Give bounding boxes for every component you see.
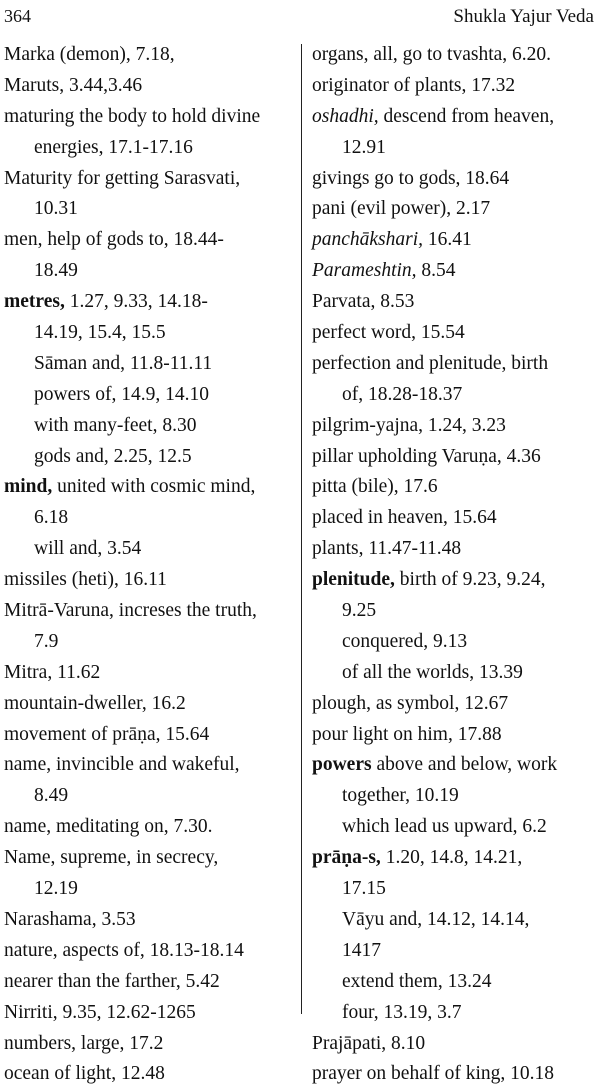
index-entry-line <box>312 411 600 442</box>
index-entry-line <box>4 750 292 781</box>
entry-text: 16.41 <box>423 229 472 251</box>
index-entry-line <box>312 936 600 967</box>
entry-text: Name, supreme, in secrecy, <box>4 847 219 869</box>
index-entry-line <box>4 349 292 380</box>
entry-text: Maruts, 3.44,3.46 <box>4 74 143 96</box>
index-entry-line <box>312 442 600 473</box>
entry-text: Marka (demon), 7.18, <box>4 44 175 65</box>
index-entry-line <box>4 164 292 195</box>
entry-text: plants, 11.47-11.48 <box>312 538 462 560</box>
entry-text: Narashama, 3.53 <box>4 908 136 930</box>
entry-text: movement of prāṇa, 15.64 <box>4 723 210 745</box>
entry-term-italic: oshadhi, <box>312 105 379 127</box>
index-entry-line <box>312 472 600 503</box>
index-entry-line <box>4 905 292 936</box>
column-divider <box>301 44 302 1014</box>
index-entry-line <box>4 1059 292 1090</box>
index-entry-line <box>312 658 600 689</box>
entry-text: missiles (heti), 16.11 <box>4 569 167 591</box>
entry-text: 1.27, 9.33, 14.18- <box>64 291 208 313</box>
entry-text: conquered, 9.13 <box>342 630 468 652</box>
index-entry-line <box>4 472 292 503</box>
entry-text: of, 18.28-18.37 <box>342 383 463 405</box>
entry-text: 7.9 <box>34 630 59 652</box>
index-entry-line <box>4 194 292 225</box>
entry-text: maturing the body to hold divine <box>4 105 261 127</box>
entry-text: Sāman and, 11.8-11.11 <box>34 352 213 374</box>
entry-text: originator of plants, 17.32 <box>312 74 516 96</box>
index-entry-line <box>4 287 292 318</box>
index-column-right <box>312 40 600 1090</box>
index-entry-line <box>4 998 292 1029</box>
index-entry-line <box>312 689 600 720</box>
entry-text: powers of, 14.9, 14.10 <box>34 383 209 405</box>
index-entry-line <box>4 534 292 565</box>
index-entry-line <box>312 1029 600 1060</box>
entry-text: 6.18 <box>34 507 69 529</box>
entry-text: above and below, work <box>371 754 558 776</box>
entry-text: prayer on behalf of king, 10.18 <box>312 1063 555 1085</box>
entry-text: energies, 17.1-17.16 <box>34 136 193 158</box>
index-entry-line <box>312 781 600 812</box>
index-entry-line <box>4 843 292 874</box>
index-entry-line <box>4 781 292 812</box>
index-entry-line <box>312 596 600 627</box>
index-entry-line <box>4 1029 292 1060</box>
entry-text: name, meditating on, 7.30. <box>4 816 213 838</box>
index-column-left <box>4 40 292 1090</box>
entry-heading: metres, <box>4 291 65 313</box>
entry-text: with many-feet, 8.30 <box>34 414 197 436</box>
entry-text: 8.49 <box>34 785 69 807</box>
entry-text: nature, aspects of, 18.13-18.14 <box>4 939 244 961</box>
index-entry-line <box>312 627 600 658</box>
index-entry-line <box>312 905 600 936</box>
entry-text: numbers, large, 17.2 <box>4 1032 164 1054</box>
index-entry-line <box>312 843 600 874</box>
entry-text: 1.20, 14.8, 14.21, <box>380 847 523 869</box>
index-entry-line <box>4 596 292 627</box>
index-entry-line <box>4 565 292 596</box>
index-entry-line <box>4 874 292 905</box>
index-entry-line <box>4 627 292 658</box>
index-entry-line <box>312 71 600 102</box>
entry-text: men, help of gods to, 18.44- <box>4 229 224 251</box>
entry-text: placed in heaven, 15.64 <box>312 507 497 529</box>
index-entry-line <box>4 40 292 71</box>
entry-text: givings go to gods, 18.64 <box>312 167 510 189</box>
entry-text: of all the worlds, 13.39 <box>342 661 523 683</box>
entry-text: descend from heaven, <box>378 105 555 127</box>
entry-text: Nirriti, 9.35, 12.62-1265 <box>4 1001 196 1023</box>
entry-text: 17.15 <box>342 878 386 900</box>
index-entry-line <box>4 133 292 164</box>
entry-text: name, invincible and wakeful, <box>4 754 240 776</box>
index-entry-line <box>312 812 600 843</box>
entry-text: pour light on him, 17.88 <box>312 723 502 745</box>
index-entry-line <box>312 40 600 71</box>
entry-text: which lead us upward, 6.2 <box>342 816 547 838</box>
index-entry-line <box>312 287 600 318</box>
entry-text: Maturity for getting Sarasvati, <box>4 167 241 189</box>
entry-text: ocean of light, 12.48 <box>4 1063 165 1085</box>
entry-text: four, 13.19, 3.7 <box>342 1001 462 1023</box>
index-entry-line <box>4 658 292 689</box>
entry-text: united with cosmic mind, <box>52 476 256 498</box>
index-entry-line <box>312 565 600 596</box>
entry-heading: plenitude, <box>312 569 395 591</box>
index-entry-line <box>312 750 600 781</box>
entry-text: 8.54 <box>416 260 456 282</box>
entry-text: pitta (bile), 17.6 <box>312 476 438 498</box>
index-entry-line <box>4 102 292 133</box>
entry-text: will and, 3.54 <box>34 538 142 560</box>
entry-text: plough, as symbol, 12.67 <box>312 692 509 714</box>
index-entry-line <box>312 720 600 751</box>
index-entry-line <box>312 967 600 998</box>
entry-text: Mitrā-Varuna, increses the truth, <box>4 600 257 622</box>
index-entry-line <box>312 102 600 133</box>
entry-text: Prajāpati, 8.10 <box>312 1032 426 1054</box>
index-entry-line <box>4 812 292 843</box>
entry-text: together, 10.19 <box>342 785 459 807</box>
entry-text: 12.91 <box>342 136 386 158</box>
page-header <box>0 0 600 36</box>
entry-heading: mind, <box>4 476 53 498</box>
index-entry-line <box>312 380 600 411</box>
running-title: Shukla Yajur Veda <box>453 6 594 27</box>
index-entry-line <box>312 998 600 1029</box>
index-entry-line <box>4 318 292 349</box>
entry-text: pilgrim-yajna, 1.24, 3.23 <box>312 414 506 436</box>
entry-text: 10.31 <box>34 198 78 220</box>
index-entry-line <box>312 164 600 195</box>
index-entry-line <box>4 225 292 256</box>
index-entry-line <box>4 503 292 534</box>
entry-text: 14.19, 15.4, 15.5 <box>34 322 166 344</box>
entry-text: Vāyu and, 14.12, 14.14, <box>342 908 530 930</box>
index-entry-line <box>312 318 600 349</box>
page-number: 364 <box>4 6 31 26</box>
entry-heading: prāṇa-s, <box>312 847 381 869</box>
index-entry-line <box>312 874 600 905</box>
entry-term-italic: Parameshtin, <box>312 260 417 282</box>
index-entry-line <box>312 349 600 380</box>
entry-text: Mitra, 11.62 <box>4 661 101 683</box>
entry-text: 9.25 <box>342 600 377 622</box>
entry-text: organs, all, go to tvashta, 6.20. <box>312 44 552 65</box>
entry-text: mountain-dweller, 16.2 <box>4 692 186 714</box>
index-entry-line <box>312 225 600 256</box>
index-entry-line <box>4 936 292 967</box>
index-entry-line <box>4 442 292 473</box>
index-entry-line <box>4 689 292 720</box>
entry-text: perfection and plenitude, birth <box>312 352 549 374</box>
entry-text: pani (evil power), 2.17 <box>312 198 491 220</box>
index-entry-line <box>312 133 600 164</box>
index-entry-line <box>312 256 600 287</box>
entry-heading: powers <box>312 754 372 776</box>
index-entry-line <box>4 380 292 411</box>
index-entry-line <box>4 71 292 102</box>
index-entry-line <box>4 256 292 287</box>
index-entry-line <box>4 967 292 998</box>
index-entry-line <box>4 720 292 751</box>
index-entry-line <box>312 534 600 565</box>
index-entry-line <box>4 411 292 442</box>
entry-text: perfect word, 15.54 <box>312 322 465 344</box>
index-entry-line <box>312 503 600 534</box>
entry-text: pillar upholding Varuṇa, 4.36 <box>312 445 541 467</box>
entry-term-italic: panchākshari, <box>312 229 424 251</box>
entry-text: nearer than the farther, 5.42 <box>4 970 220 992</box>
entry-text: birth of 9.23, 9.24, <box>394 569 546 591</box>
entry-text: Parvata, 8.53 <box>312 291 415 313</box>
entry-text: 1417 <box>342 939 381 961</box>
entry-text: extend them, 13.24 <box>342 970 492 992</box>
entry-text: 18.49 <box>34 260 78 282</box>
entry-text: 12.19 <box>34 878 78 900</box>
index-entry-line <box>312 1059 600 1090</box>
entry-text: gods and, 2.25, 12.5 <box>34 445 192 467</box>
index-entry-line <box>312 194 600 225</box>
